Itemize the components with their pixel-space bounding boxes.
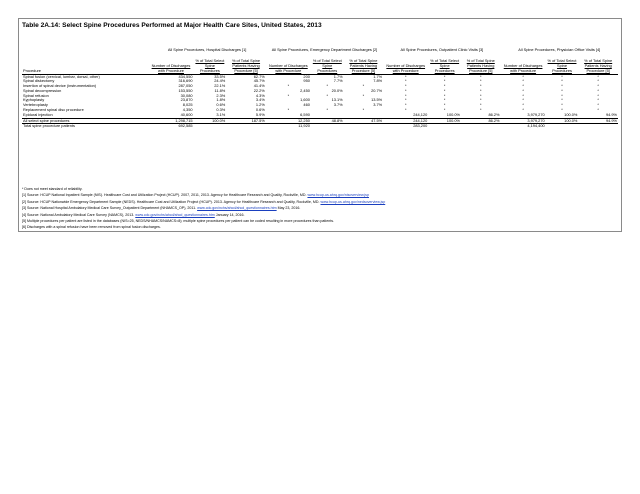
table-cell: 5.9% — [255, 112, 265, 117]
table-cell: 24.4% — [214, 79, 226, 84]
table-cell: * — [443, 79, 446, 84]
table-cell: 434,550 — [148, 74, 193, 79]
table-cell: 11,920 — [266, 124, 311, 129]
table-cell: * — [443, 84, 446, 89]
column-header — [383, 52, 428, 74]
table-cell: * — [428, 74, 461, 79]
table-cell: 187.5% — [226, 118, 266, 124]
table-cell: * — [326, 84, 329, 89]
table-cell: * — [404, 108, 407, 113]
table-frame — [18, 18, 622, 232]
group-header-row — [22, 39, 618, 52]
footnote-link[interactable]: www.hcup-us.ahrq.gov/nedsoverview.jsp — [320, 199, 386, 204]
table-cell: * — [362, 108, 365, 113]
table-cell: 4,194,400 — [501, 124, 546, 129]
footnote-text: [1] Source: HCUP National Inpatient Sample (NIS). Healthcare Cost and Utilization Project (HCUP). 2007, 2011, 2013. Agency for Healthcare Research and Quality, Rockville, MD. — [22, 193, 307, 198]
table-cell: * — [480, 93, 482, 98]
table-cell: * — [522, 84, 524, 89]
table-cell: 3,979,270 — [501, 118, 546, 124]
table-cell: 244,120 — [413, 112, 428, 117]
table-cell — [226, 124, 266, 129]
table-cell: * — [561, 103, 563, 108]
table-cell: 94.9% — [578, 118, 618, 124]
table-cell: * — [597, 79, 599, 84]
column-header — [194, 52, 227, 74]
column-header-label: % of Total Spine Patients Having Procedure [5] — [466, 58, 495, 73]
table-cell: 7.8% — [373, 79, 383, 84]
table-cell: * — [546, 74, 579, 79]
table-cell: * — [561, 79, 563, 84]
footnote-text: [5] Multiple procedures per patient are listed in the databases (NIS=25, NEDS/NHAMCS/NAMCS=8); multiple spine procedures per patient can be coded resulting in more procedures than patients. — [22, 219, 335, 224]
table-cell: * — [443, 88, 446, 93]
table-cell: 4,350 — [182, 108, 193, 113]
table-cell — [311, 124, 344, 129]
column-header-label: Number of Discharges with Procedure — [503, 62, 543, 73]
table-cell: * — [404, 98, 407, 103]
table-cell: 94.9% — [605, 112, 617, 117]
table-cell — [546, 124, 579, 129]
footnote-line — [22, 224, 385, 230]
table-cell: 62.7% — [226, 74, 266, 79]
table-cell: 33.5% — [194, 74, 227, 79]
footnote-tail: May 23, 2016. — [276, 206, 301, 211]
table-cell — [344, 124, 384, 129]
footnote-text: [6] Discharges with a spinal refusion have been removed from spinal fusion discharges. — [22, 225, 161, 230]
table-cell: * — [443, 93, 446, 98]
table-cell: 0.6% — [216, 103, 226, 108]
table-cell: * — [561, 98, 563, 103]
column-header-label: % of Total Spine Patients Having Procedure [5] — [349, 58, 378, 73]
table-cell: 100.0% — [446, 112, 460, 117]
table-cell: * — [287, 93, 290, 98]
table-cell: 460 — [303, 103, 310, 108]
table-cell: * — [597, 93, 599, 98]
table-cell: 13.1% — [331, 98, 343, 103]
procedure-name: Spinal decompression — [23, 88, 62, 93]
column-header — [344, 52, 384, 74]
group-header-outpatient: All Spine Procedures, Outpatient Clinic Visits [3] — [400, 47, 484, 52]
table-cell: * — [362, 93, 365, 98]
table-cell: 316,690 — [178, 79, 193, 84]
table-cell: * — [362, 84, 365, 89]
table-cell: * — [522, 98, 524, 103]
table-cell: * — [443, 98, 446, 103]
column-header-label: % of Total Select Spine Procedures — [547, 58, 577, 73]
table-cell: 13.5% — [371, 98, 383, 103]
procedure-name: Replacement spinal disc procedure — [23, 108, 84, 113]
table-cell: 8,025 — [182, 103, 193, 108]
column-header-label: % of Total Select Spine Procedures — [312, 58, 342, 73]
procedure-name: Spinal diskectomy — [23, 79, 55, 84]
table-cell: * — [404, 88, 407, 93]
table-title: Table 2A.14: Select Spine Procedures Performed at Major Health Care Sites, United States, 2013 — [22, 22, 322, 29]
table-cell: * — [522, 103, 524, 108]
footnotes — [22, 186, 385, 231]
table-cell: 3.1% — [216, 112, 226, 117]
column-header — [501, 52, 546, 74]
table-cell: * — [522, 93, 524, 98]
table-cell: * — [461, 74, 501, 79]
table-cell: 45.7% — [253, 79, 265, 84]
table-cell: 86.2% — [488, 112, 500, 117]
procedure-name: Vertebroplasty — [23, 103, 48, 108]
spine-procedures-table — [22, 39, 618, 129]
column-header-label: Number of Discharges with Procedure — [151, 62, 191, 73]
table-cell: * — [480, 108, 482, 113]
column-header — [578, 52, 618, 74]
table-cell: * — [578, 74, 618, 79]
column-header-label: Number of Discharges with Procedure — [268, 62, 308, 73]
table-cell: 950 — [303, 79, 310, 84]
table-cell: * — [522, 108, 524, 113]
procedure-header: Procedure — [23, 67, 41, 73]
procedure-name: Insertion of spinal device (instrumentation) — [23, 84, 97, 89]
table-cell: * — [561, 93, 563, 98]
table-cell: 20.0% — [331, 88, 343, 93]
column-header — [226, 52, 266, 74]
procedure-name: All select spine procedures — [22, 118, 148, 124]
procedure-name: Kyphoplasty — [23, 98, 45, 103]
table-cell: * — [597, 84, 599, 89]
table-cell: * — [404, 93, 407, 98]
column-header-label: % of Total Spine Patients Having Procedure [5] — [584, 58, 613, 73]
footnote-tail: January 14, 2016. — [214, 212, 245, 217]
table-cell: 244,120 — [383, 118, 428, 124]
table-cell: 200 — [266, 74, 311, 79]
table-cell: * — [480, 84, 482, 89]
table-cell: * — [597, 108, 599, 113]
table-cell — [194, 124, 227, 129]
footnote-text: [2] Source: HCUP Nationwide Emergency Department Sample (NEDS). Healthcare Cost and Utilization Project (HCUP). 2013. Agency for Healthcare Research and Quality, Rockville, MD. — [22, 199, 320, 204]
table-cell: 48.8% — [311, 118, 344, 124]
footnote-line — [22, 192, 385, 198]
table-cell: * — [443, 103, 446, 108]
column-header-label: Number of Discharges with Procedure — [386, 62, 426, 73]
empty-corner — [22, 39, 148, 52]
footnote-text: * Does not meet standard of reliability. — [22, 187, 83, 191]
table-cell: * — [480, 98, 482, 103]
column-header-label: % of Total Spine Patients Having Procedure [5] — [232, 58, 261, 73]
table-cell: * — [597, 88, 599, 93]
table-cell: * — [326, 108, 329, 113]
table-cell: * — [404, 79, 407, 84]
table-cell: * — [443, 108, 446, 113]
table-cell: 153,550 — [178, 88, 193, 93]
table-cell: * — [404, 84, 407, 89]
table-cell: 47.5% — [344, 118, 384, 124]
table-cell: 1.8% — [216, 98, 226, 103]
table-body — [22, 74, 618, 129]
column-header-label: % of Total Select Spine Procedures — [430, 58, 460, 73]
table-cell: * — [404, 103, 407, 108]
table-cell: 4.3% — [255, 93, 265, 98]
table-cell: 86.2% — [461, 118, 501, 124]
table-cell: 1.7% — [311, 74, 344, 79]
table-row — [22, 124, 618, 129]
column-header — [428, 52, 461, 74]
table-cell: * — [561, 88, 563, 93]
table-cell: 100.0% — [428, 118, 461, 124]
table-cell: 22.1% — [214, 84, 226, 89]
table-cell: 100.0% — [546, 118, 579, 124]
table-cell: * — [480, 103, 482, 108]
table-cell: 30,080 — [180, 93, 193, 98]
table-cell: 11.8% — [214, 88, 226, 93]
table-cell: * — [287, 108, 290, 113]
column-header — [148, 52, 193, 74]
table-cell: * — [561, 84, 563, 89]
footnote-text: [3] Source: National Hospital Ambulatory Medical Care Survey_Outpatient Department (NHAMCS_OP), 2011. — [22, 206, 197, 211]
table-cell: 1,600 — [300, 98, 310, 103]
table-cell: 2.3% — [216, 93, 226, 98]
table-cell: 1.7% — [344, 74, 384, 79]
table-cell: 0.3% — [216, 108, 226, 113]
table-cell: 3.7% — [373, 103, 383, 108]
table-cell: 23,870 — [180, 98, 193, 103]
table-cell: 100.0% — [194, 118, 227, 124]
table-cell: 2,450 — [300, 88, 310, 93]
table-cell: 1.2% — [255, 103, 265, 108]
table-cell: 3.4% — [255, 98, 265, 103]
column-header — [266, 52, 311, 74]
table-cell: * — [501, 74, 546, 79]
group-header-emergency: All Spine Procedures, Emergency Department Discharges [2] — [271, 47, 378, 52]
footnote-link[interactable]: www.cdc.gov/nchs/ahcd/ahcd_questionnaires.htm — [197, 206, 277, 211]
table-cell: 0.6% — [255, 108, 265, 113]
table-cell: * — [480, 88, 482, 93]
procedure-name: Spinal fusion (cervical, lumbar, dorsal, other) — [22, 74, 148, 79]
table-cell: * — [383, 74, 428, 79]
table-cell — [578, 124, 618, 129]
column-header — [461, 52, 501, 74]
table-cell: 20.7% — [371, 88, 383, 93]
table-cell: 40,600 — [180, 112, 193, 117]
table-cell: 7.7% — [333, 79, 343, 84]
column-header — [546, 52, 579, 74]
column-header-label: % of Total Select Spine Procedures — [195, 58, 225, 73]
procedure-name: Epidural injection — [23, 112, 53, 117]
table-cell — [428, 124, 461, 129]
group-header-hospital: All Spine Procedures, Hospital Discharges [1] — [167, 47, 247, 52]
table-cell: 283,200 — [383, 124, 428, 129]
table-cell — [461, 124, 501, 129]
column-header — [311, 52, 344, 74]
table-cell: 3.7% — [333, 103, 343, 108]
table-cell: * — [561, 108, 563, 113]
table-cell: 41.4% — [253, 84, 265, 89]
table-cell: * — [597, 103, 599, 108]
footnote-link[interactable]: www.hcup-us.ahrq.gov/nisoverview.jsp — [307, 193, 369, 198]
table-cell: 3,979,270 — [527, 112, 545, 117]
table-cell: 12,250 — [266, 118, 311, 124]
table-cell: * — [480, 79, 482, 84]
table-cell: * — [522, 88, 524, 93]
table-cell: 22.2% — [253, 88, 265, 93]
footnote-text: [4] Source: National Ambulatory Medical Care Survey (NAMCS), 2013. — [22, 212, 135, 217]
group-header-physician: All Spine Procedures, Physician Office Visits [4] — [518, 47, 601, 52]
footnote-link[interactable]: www.cdc.gov/nchs/ahcd/ahcd_questionnaires.htm — [135, 212, 215, 217]
procedure-name: Total spine procedure patients — [22, 124, 148, 129]
table-cell: 1,298,715 — [148, 118, 193, 124]
table-cell: * — [522, 79, 524, 84]
table-cell: * — [287, 84, 290, 89]
table-cell: * — [326, 93, 329, 98]
procedure-name: Spinal refusion — [23, 93, 49, 98]
table-cell: 6,590 — [300, 112, 310, 117]
table-cell: 100.0% — [564, 112, 578, 117]
table-cell: 287,050 — [178, 84, 193, 89]
table-cell: 692,585 — [148, 124, 193, 129]
table-cell: * — [597, 98, 599, 103]
column-header-row — [22, 52, 618, 74]
